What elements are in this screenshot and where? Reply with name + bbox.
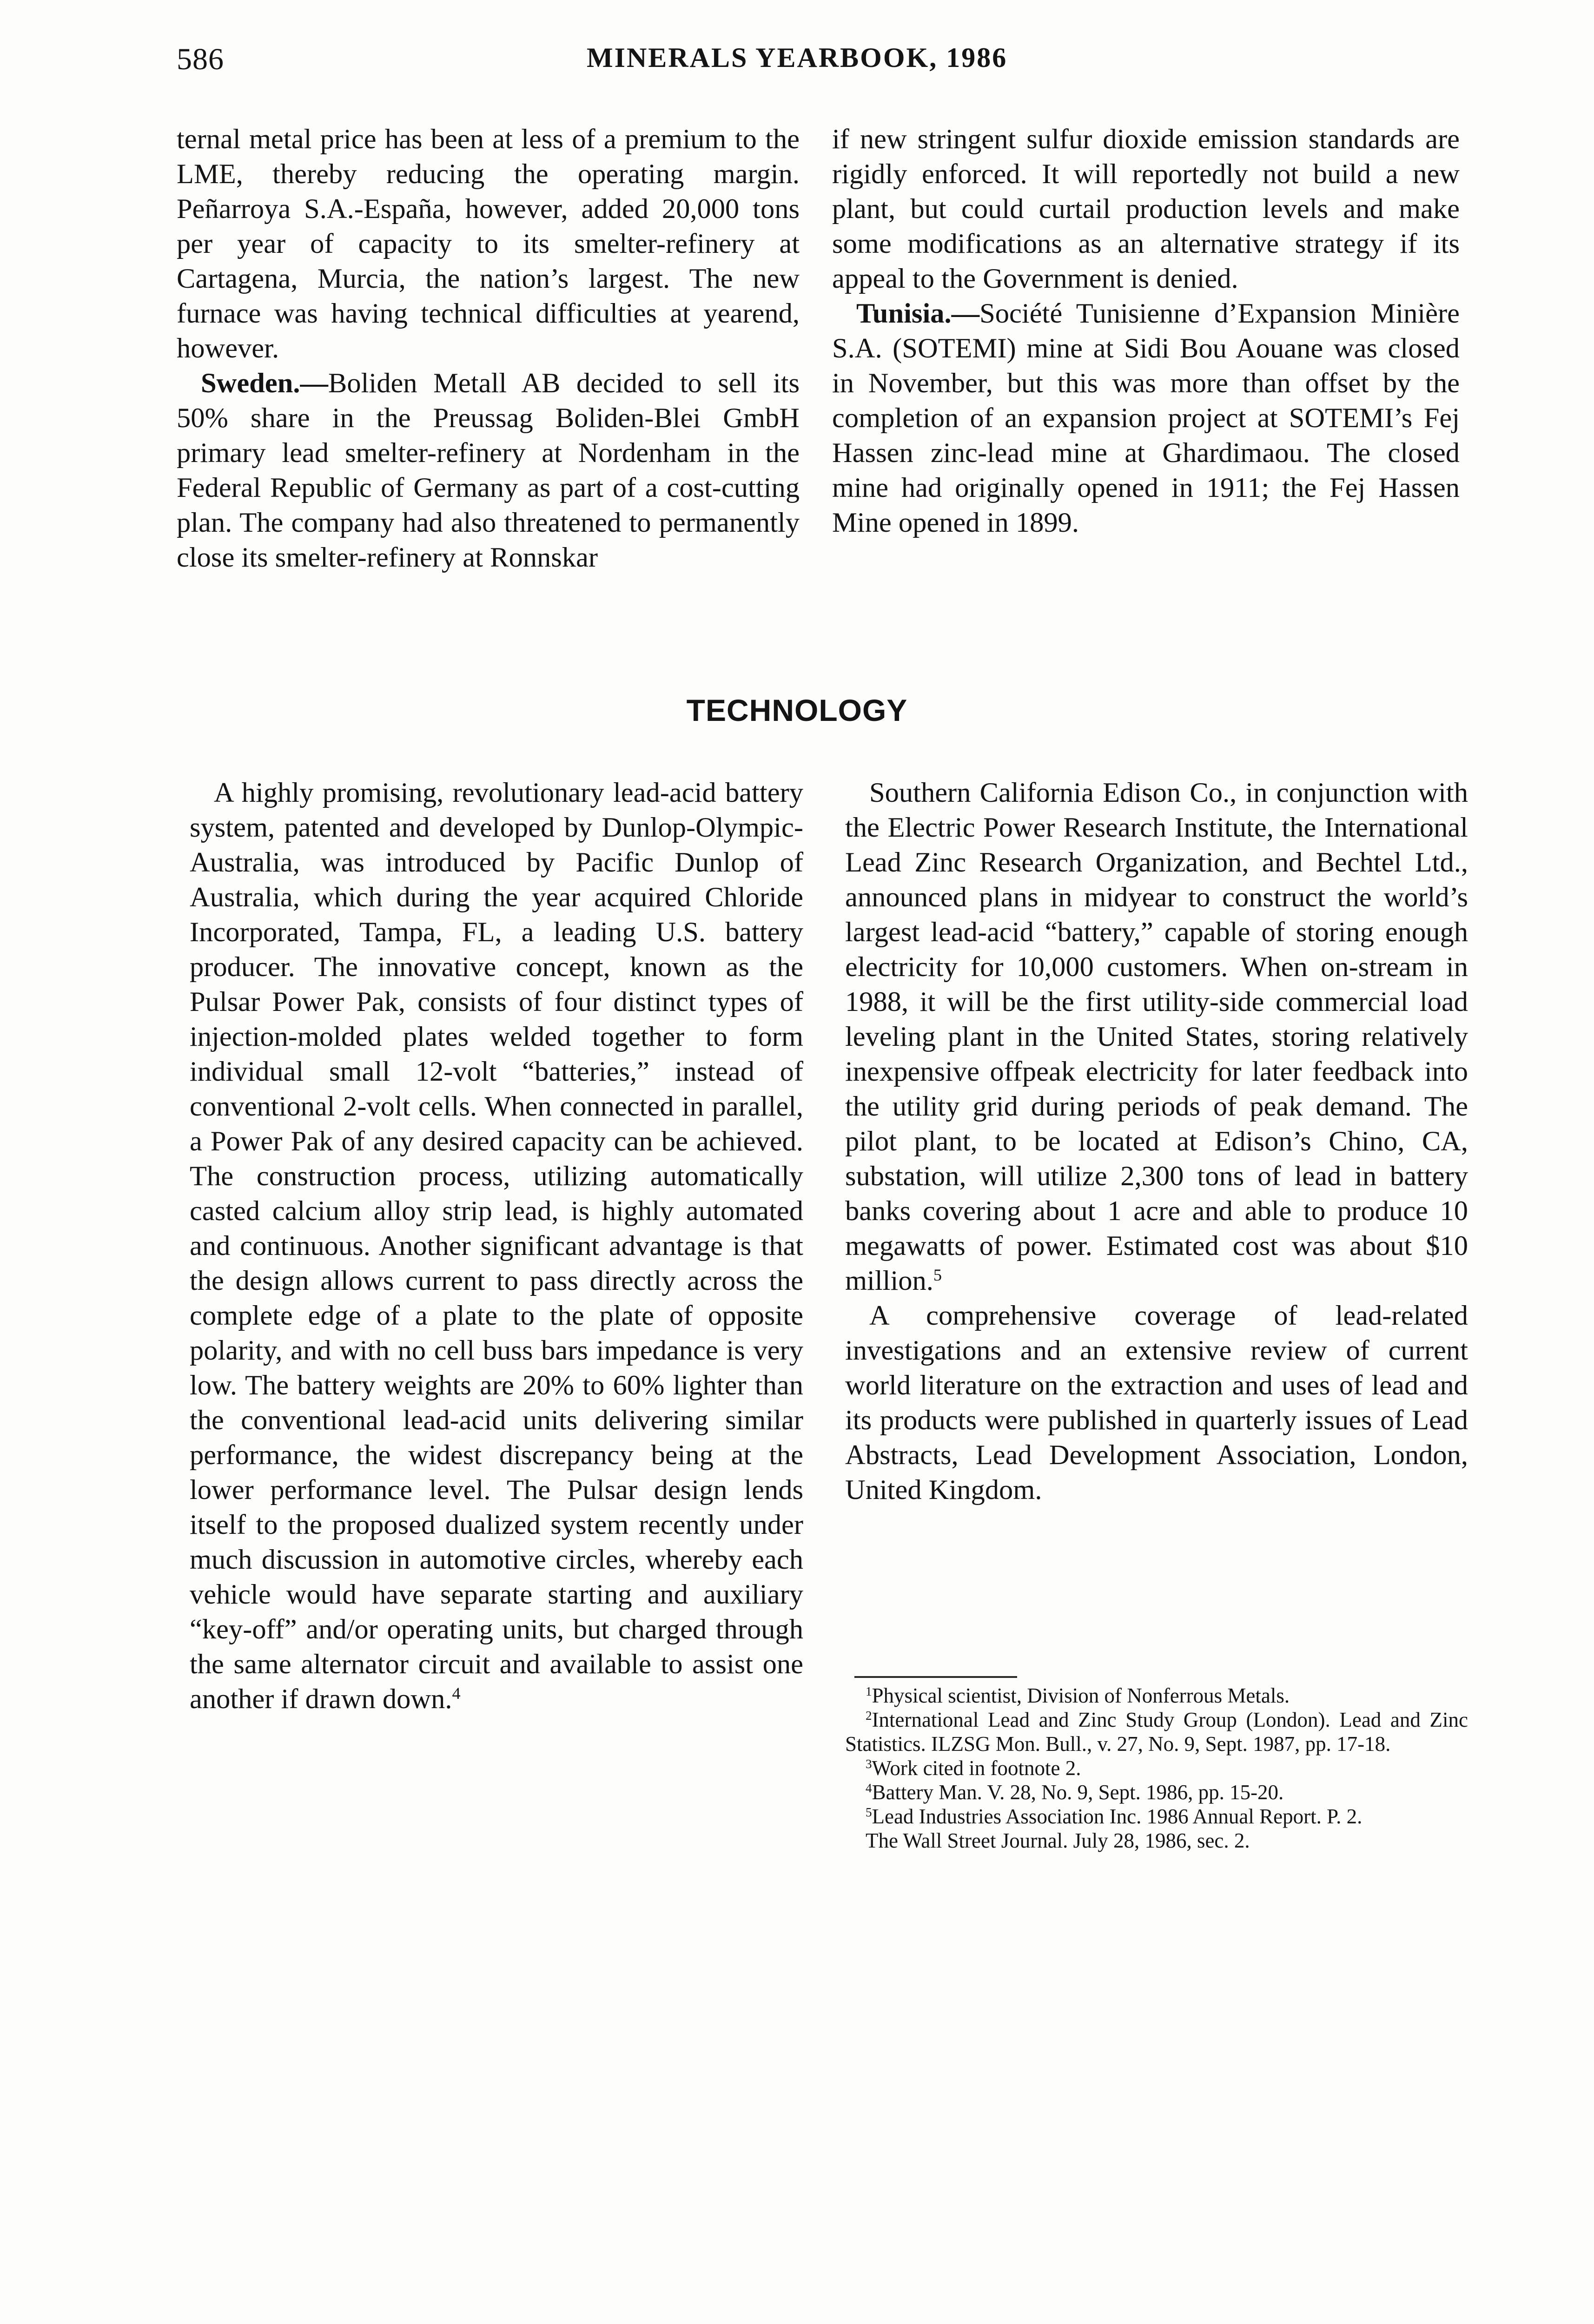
technology-left-column [190,775,803,1717]
footnote-ref: 4 [452,1684,461,1703]
paragraph-pulsar: A highly promising, revolutionary lead-acid battery system, patented and developed by Dunlop-Olympic-Australia, was introduced by Pacific Dunlop of Australia, which during the year acquired Chloride Incorporated, Tampa, FL, a leading U.S. battery producer. The innovative concept, known as the Pulsar Power Pak, consists of four distinct types of injection-molded plates welded together to form individual small 12-volt “batteries,” instead of conventional 2-volt cells. When connected in parallel, a Power Pak of any desired capacity can be achieved. The construction process, utilizing automatically casted calcium alloy strip lead, is highly automated and continuous. Another significant advantage is that the design allows current to pass directly across the complete edge of a plate to the plate of opposite polarity, and with no cell buss bars impedance is very low. The battery weights are 20% to 60% lighter than the conventional lead-acid units delivering similar performance, the widest discrepancy being at the lower performance level. The Pulsar design lends itself to the proposed dualized system recently under much discussion in automotive circles, whereby each vehicle would have separate starting and auxiliary “key-off” and/or operating units, but charged through the same alternator circuit and available to assist one another if drawn down.$^4$ [190,777,803,1715]
paragraph-tunisia: Tunisia.—Société Tunisienne d’Expansion Minière S.A. (SOTEMI) mine at Sidi Bou Aouane was closed in November, but this was more than offset by the completion of an expansion project at SOTEMI’s Fej Hassen zinc-lead mine at Ghardimaou. The closed mine had originally opened in 1911; the Fej Hassen Mine opened in 1899. [832,298,1460,538]
footnote: $^2$International Lead and Zinc Study Group (London). Lead and Zinc Statistics. ILZSG Mon. Bull., v. 27, No. 9, Sept. 1987, pp. 17-18. [845,1708,1468,1756]
top-right-column [832,122,1460,540]
footnote: $^1$Physical scientist, Division of Nonferrous Metals. [866,1684,1290,1707]
footnote: $^4$Battery Man. V. 28, No. 9, Sept. 1986, pp. 15-20. [866,1781,1284,1804]
country-heading-sweden: Sweden.— [201,368,328,399]
footnote-rule [854,1676,1017,1678]
paragraph: ternal metal price has been at less of a premium to the LME, thereby reducing the operating margin. Peñarroya S.A.-España, however, added 20,000 tons per year of capacity to its smelter-refinery at Cartagena, Murcia, the nation’s largest. The new furnace was having technical difficulties at yearend, however. [177,124,800,364]
page-number: 586 [177,42,224,76]
footnote-ref: 5 [933,1266,942,1285]
technology-right-column [845,775,1468,1507]
section-heading-technology: TECHNOLOGY [686,693,908,727]
footnote: $^5$Lead Industries Association Inc. 1986 Annual Report. P. 2. [866,1805,1363,1828]
running-title: MINERALS YEARBOOK, 1986 [587,42,1008,73]
footnote: The Wall Street Journal. July 28, 1986, sec. 2. [866,1829,1250,1852]
paragraph: if new stringent sulfur dioxide emission standards are rigidly enforced. It will reportedly not build a new plant, but could curtail production levels and make some modifications as an alternative strategy if its appeal to the Government is denied. [832,124,1460,294]
paragraph-abstracts: A comprehensive coverage of lead-related investigations and an extensive review of current world literature on the extraction and uses of lead and its products were published in quarterly issues of Lead Abstracts, Lead Development Association, London, United Kingdom. [845,1300,1468,1505]
top-left-column [177,122,800,575]
footnote: $^3$Work cited in footnote 2. [866,1756,1081,1780]
footnotes [845,1684,1468,1853]
paragraph-edison: Southern California Edison Co., in conjunction with the Electric Power Research Institute, the International Lead Zinc Research Organization, and Bechtel Ltd., announced plans in midyear to construct the world’s largest lead-acid “battery,” capable of storing enough electricity for 10,000 customers. When on-stream in 1988, it will be the first utility-side commercial load leveling plant in the United States, storing relatively inexpensive offpeak electricity for later feedback into the utility grid during periods of peak demand. The pilot plant, to be located at Edison’s Chino, CA, substation, will utilize 2,300 tons of lead in battery banks covering about 1 acre and able to produce 10 megawatts of power. Estimated cost was about $10 million.$^5$ [845,777,1468,1296]
paragraph-sweden: Sweden.—Boliden Metall AB decided to sell its 50% share in the Preussag Boliden-Blei GmbH primary lead smelter-refinery at Nordenham in the Federal Republic of Germany as part of a cost-cutting plan. The company had also threatened to permanently close its smelter-refinery at Ronnskar [177,368,800,573]
country-heading-tunisia: Tunisia.— [856,298,980,329]
